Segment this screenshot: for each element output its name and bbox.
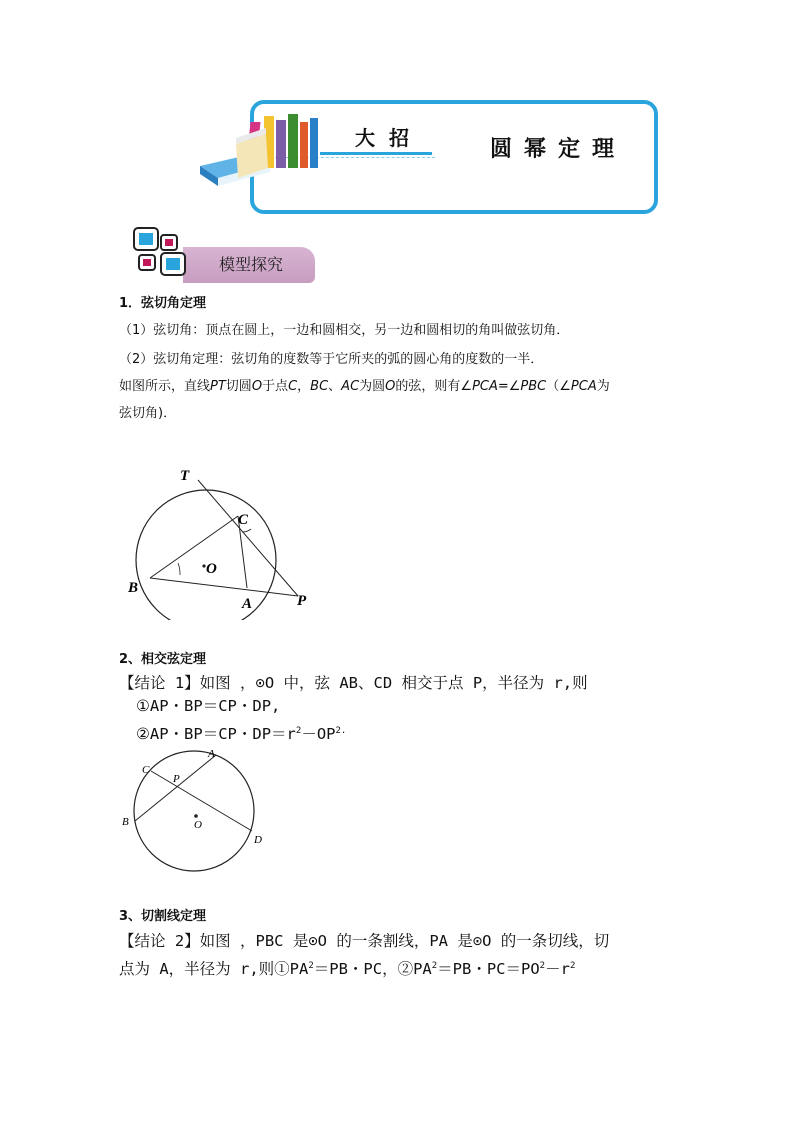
s3-heading: 3、切割线定理 [119, 909, 207, 924]
s1-heading: 1．弦切角定理 [119, 296, 207, 311]
fig1-label-T: T [180, 468, 190, 484]
fig1-label-C: C [238, 512, 249, 528]
s2-line2: ①AP・BP＝CP・DP, [136, 697, 281, 715]
fig2-label-C: C [142, 764, 150, 776]
banner-left-label: 大招 [355, 126, 423, 150]
s3-line1: 【结论 2】如图 ，PBC 是⊙O 的一条割线，PA 是⊙O 的一条切线，切 [119, 932, 610, 950]
s2-heading: 2、相交弦定理 [119, 652, 207, 667]
section-tab-label: 模型探究 [219, 255, 284, 274]
fig2-label-P: P [173, 773, 180, 785]
fig2-label-B: B [122, 816, 129, 828]
s2-line3: ②AP・BP＝CP・$DP=r^2-OP^{2.}$ [136, 725, 347, 744]
s1-p2: （2）弦切角定理：弦切角的度数等于它所夹的弧的圆心角的度数的一半． [119, 352, 544, 367]
banner-underline [320, 152, 432, 155]
fig2-label-D: D [254, 834, 262, 846]
s2-line1: 【结论 1】如图 ，⊙O 中，弦 AB、CD 相交于点 P，半径为 r,则 [119, 674, 588, 692]
fig2-label-O: O [194, 819, 202, 831]
page-title: 圆幂定理 [490, 136, 627, 162]
fig1-label-O: O [206, 561, 217, 577]
figure-tangent-chord [120, 460, 330, 620]
books-icon [196, 108, 326, 190]
s1-p3a: 如图所示，直线PT切圆O于点C，BC、AC为圆O的弦，则有∠PCA=∠PBC（∠PCA为 [119, 379, 610, 394]
fig1-label-A: A [242, 596, 253, 612]
squares-icon [133, 227, 189, 279]
fig2-label-A: A [208, 748, 215, 760]
figure-intersecting-chords [118, 745, 268, 875]
fig1-label-P: P [297, 593, 307, 609]
s1-p1: （1）弦切角：顶点在圆上，一边和圆相交，另一边和圆相切的角叫做弦切角． [119, 323, 570, 338]
s3-line2: 点为 A，半径为 r,则$①PA^2=PB$・PC，$②PA^2=PB$・$PC=PO^2-r^2$ [119, 960, 576, 979]
fig1-label-B: B [128, 580, 139, 596]
s1-p3b: 弦切角)． [119, 406, 177, 421]
